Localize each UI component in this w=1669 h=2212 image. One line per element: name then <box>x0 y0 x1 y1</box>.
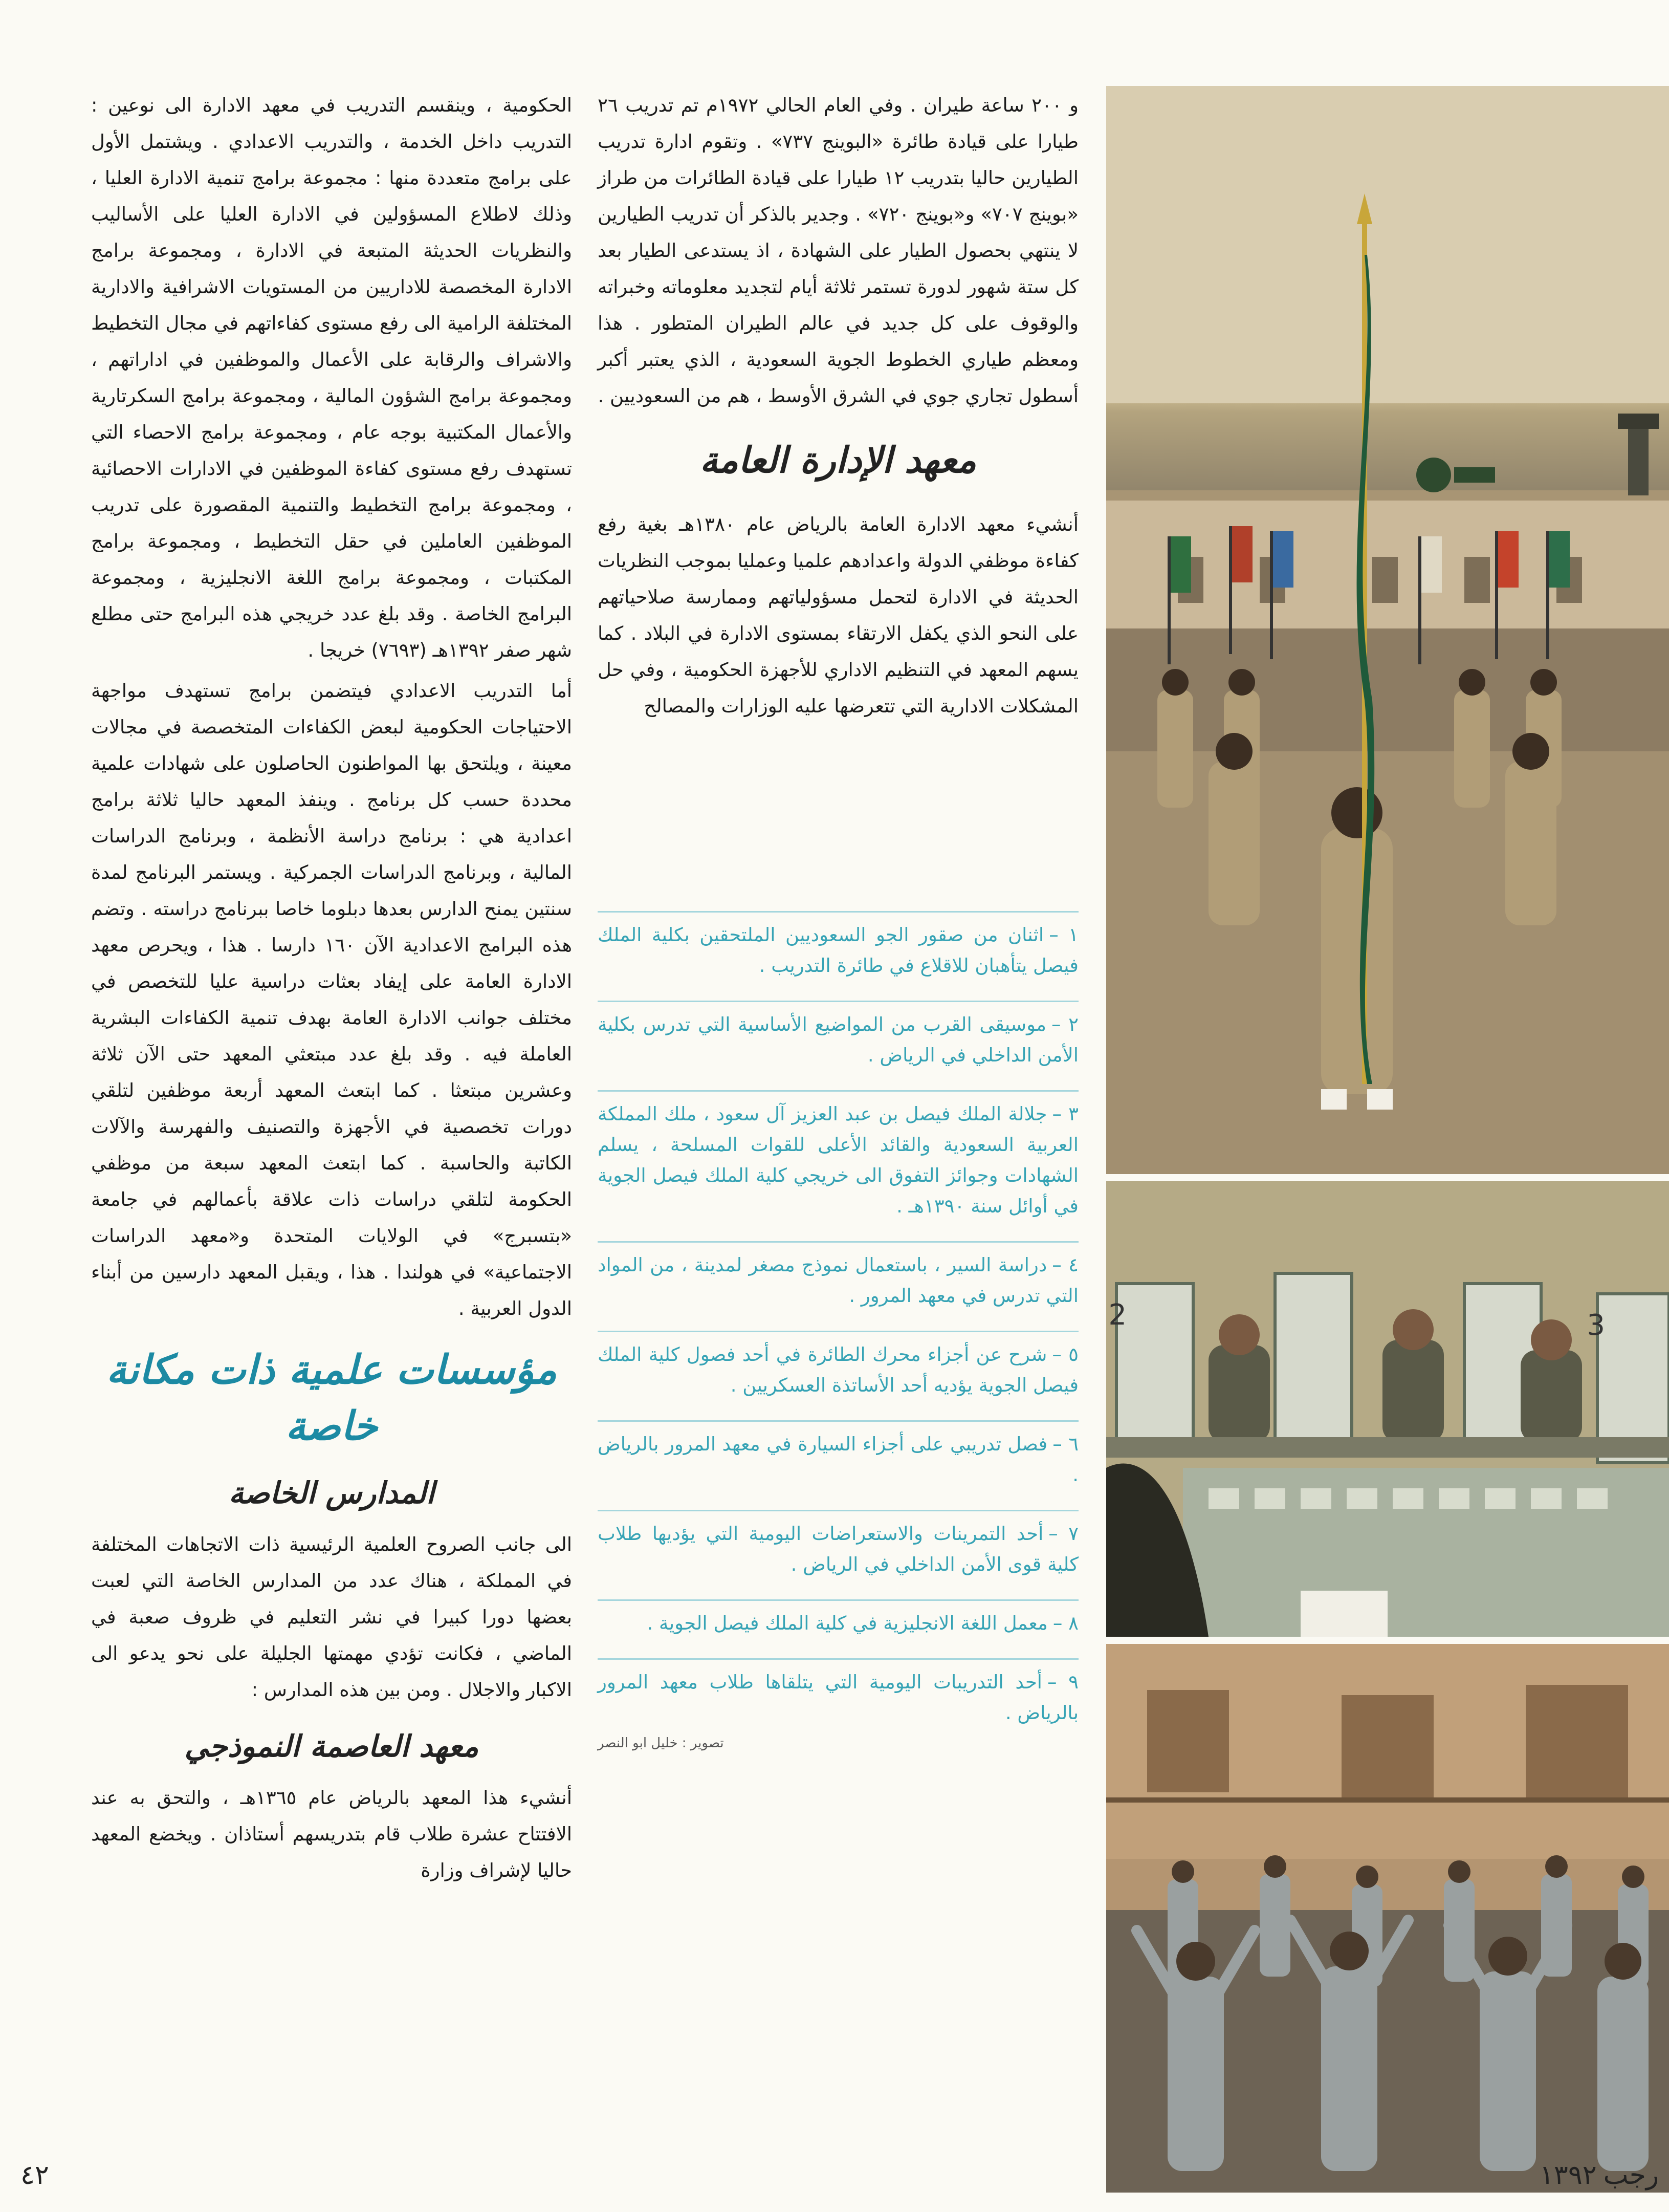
caption-item: ٨ –معمل اللغة الانجليزية في كلية الملك فيصل الجوية . <box>598 1599 1079 1639</box>
caption-item: ٥ –شرح عن أجزاء محرك الطائرة في أحد فصول كلية الملك فيصل الجوية يؤديه أحد الأساتذة العسكريين . <box>598 1331 1079 1401</box>
paragraph: أنشيء معهد الادارة العامة بالرياض عام ١٣٨٠هـ بغية رفع كفاءة موظفي الدولة واعدادهم علميا وعمليا بموجب النظريات الحديثة في الادارة لتحمل مسؤولياتهم وممارسة صلاحياتهم على النحو الذي يكفل الارتقاء بمستوى الادارة في البلاد . كما يسهم المعهد في التنظيم الاداري للأجهزة الحكومية ، وفي حل المشكلات الادارية التي تتعرضها عليه الوزارات والمصالح <box>598 513 1079 717</box>
paragraph: الحكومية ، وينقسم التدريب في معهد الادارة الى نوعين : التدريب داخل الخدمة ، والتدريب الاعدادي . ويشتمل الأول على برامج متعددة منها : مجموعة برامج تنمية الادارة العليا ، وذلك لاطلاع المسؤولين في الادارة العليا على الأساليب والنظريات الحديثة المتبعة في الادارة ، ومجموعة برامج الادارة المخصصة للاداريين من المستويات الاشرافية والادارية المختلفة الرامية الى رفع مستوى كفاءاتهم في مجال التخطيط والاشراف والرقابة على الأعمال والموظفين في اداراتهم ، ومجموعة برامج الشؤون المالية ، ومجموعة برامج السكرتارية والأعمال المكتبية بوجه عام ، ومجموعة برامج الاحصاء التي تستهدف رفع مستوى كفاءة الموظفين في الادارات الاحصائية ، ومجموعة برامج التخطيط والتنمية المقصورة على تدريب الموظفين العاملين في حقل التخطيط ، ومجموعة برامج المكتبات ، ومجموعة برامج اللغة الانجليزية ، ومجموعة البرامج الخاصة . وقد بلغ عدد خريجي هذه البرامج حتى مطلع شهر صفر ١٣٩٢هـ (٧٦٩٣) خريجا . <box>91 94 572 661</box>
paragraph: أما التدريب الاعدادي فيتضمن برامج تستهدف مواجهة الاحتياجات الحكومية لبعض الكفاءات المتخصصة في مجالات معينة ، ويلتحق بها المواطنون الحاصلون على شهادات علمية محددة حسب كل برنامج . وينفذ المعهد حاليا ثلاثة برامج اعدادية هي : برنامج دراسة الأنظمة ، وبرنامج الدراسات المالية ، وبرنامج الدراسات الجمركية . ويستمر البرنامج لمدة سنتين يمنح الدارس بعدها دبلوما خاصا ببرنامج دراسته . وتضم هذه البرامج الاعدادية الآن ١٦٠ دارسا . هذا ، ويحرص معهد الادارة العامة على إيفاد بعثات دراسية عليا للتخصص في مختلف جوانب الادارة العامة بهدف تنمية الكفاءات البشرية العاملة فيه . وقد بلغ عدد مبتعثي المعهد حتى الآن ثلاثة وعشرين مبتعثا . كما ابتعث المعهد أربعة موظفين لتلقي دورات تخصصية في الأجهزة والتصنيف والفهرسة والآلات الكاتبة والحاسبة . كما ابتعث المعهد سبعة من موظفي الحكومة لتلقي دراسات ذات علاقة بأعمالهم في جامعة «بتسبرج» في الولايات المتحدة و«معهد الدراسات الاجتماعية» في هولندا . هذا ، ويقبل المعهد دارسين من أبناء الدول العربية . <box>91 680 572 1319</box>
paragraph: أنشيء هذا المعهد بالرياض عام ١٣٦٥هـ ، والتحق به عند الافتتاح عشرة طلاب قام بتدريسهم أستاذان . ويخضع المعهد حاليا لإشراف وزارة <box>91 1787 572 1881</box>
section-heading: معهد الإدارة العامة <box>699 439 977 481</box>
paragraph: الى جانب الصروح العلمية الرئيسية ذات الاتجاهات المختلفة في المملكة ، هناك عدد من المدارس الخاصة التي لعبت بعضها دورا كبيرا في نشر التعليم في ظروف صعبة في الماضي ، فكانت تؤدي مهمتها الجليلة على نحو يدعو الى الاكبار والاجلال . ومن بين هذه المدارس : <box>91 1533 572 1701</box>
left-text-column <box>91 87 572 1893</box>
photo-captions <box>598 911 1079 1751</box>
parade-illustration <box>1106 86 1669 1174</box>
drill-photo <box>1106 1644 1669 2193</box>
caption-item: ١ –اثنان من صقور الجو السعوديين الملتحقين بكلية الملك فيصل يتأهبان للاقلاع في طائرة التدريب . <box>598 911 1079 981</box>
caption-item: ٦ –فصل تدريبي على أجزاء السيارة في معهد المرور بالرياض . <box>598 1420 1079 1490</box>
caption-item: ٢ –موسيقى القرب من المواضيع الأساسية التي تدرس بكلية الأمن الداخلي في الرياض . <box>598 1001 1079 1071</box>
lab-illustration <box>1106 1181 1669 1637</box>
subsection-heading: معهد العاصمة النموذجي <box>184 1729 479 1764</box>
booth-number: 2 <box>1108 1298 1127 1332</box>
section-heading: مؤسسات علمية ذات مكانة خاصة <box>106 1347 557 1449</box>
booth-number: 3 <box>1587 1309 1605 1342</box>
issue-label: رجب ١٣٩٢ <box>1539 2161 1659 2190</box>
page-number: ٤٢ <box>20 2161 49 2190</box>
caption-item: ٤ –دراسة السير ، باستعمال نموذج مصغر لمدينة ، من المواد التي تدرس في معهد المرور . <box>598 1241 1079 1311</box>
drill-illustration <box>1106 1644 1669 2193</box>
caption-item: ٧ –أحد التمرينات والاستعراضات اليومية التي يؤديها طلاب كلية قوى الأمن الداخلي في الرياض . <box>598 1510 1079 1580</box>
parade-photo <box>1106 86 1669 1174</box>
paragraph: و ٢٠٠ ساعة طيران . وفي العام الحالي ١٩٧٢م تم تدريب ٢٦ طيارا على قيادة طائرة «البوينج ٧٣٧» . وتقوم ادارة تدريب الطيارين حاليا بتدريب ١٢ طيارا على قيادة الطائرات من طراز «بوينج ٧٠٧» و«بوينج ٧٢٠» . وجدير بالذكر أن تدريب الطيارين لا ينتهي بحصول الطيار على الشهادة ، اذ يستدعى الطيار بعد كل ستة شهور لدورة تستمر ثلاثة أيام لتجديد معلوماته وخبراته والوقوف على كل جديد في عالم الطيران المتطور . هذا ومعظم طياري الخطوط الجوية السعودية ، الذي يعتبر أكبر أسطول تجاري جوي في الشرق الأوسط ، هم من السعوديين . <box>598 94 1079 407</box>
language-lab-photo <box>1106 1181 1669 1637</box>
photo-credit: تصوير : خليل ابو النصر <box>598 1736 724 1751</box>
caption-item: ٩ –أحد التدريبات اليومية التي يتلقاها طلاب معهد المرور بالرياض . <box>598 1658 1079 1728</box>
subsection-heading: المدارس الخاصة <box>228 1476 435 1510</box>
middle-text-column <box>598 87 1079 728</box>
caption-item: ٣ –جلالة الملك فيصل بن عبد العزيز آل سعود ، ملك المملكة العربية السعودية والقائد الأعلى للقوات المسلحة ، يسلم الشهادات وجوائز التفوق الى خريجي كلية الملك فيصل الجوية في أوائل سنة ١٣٩٠هـ . <box>598 1090 1079 1222</box>
